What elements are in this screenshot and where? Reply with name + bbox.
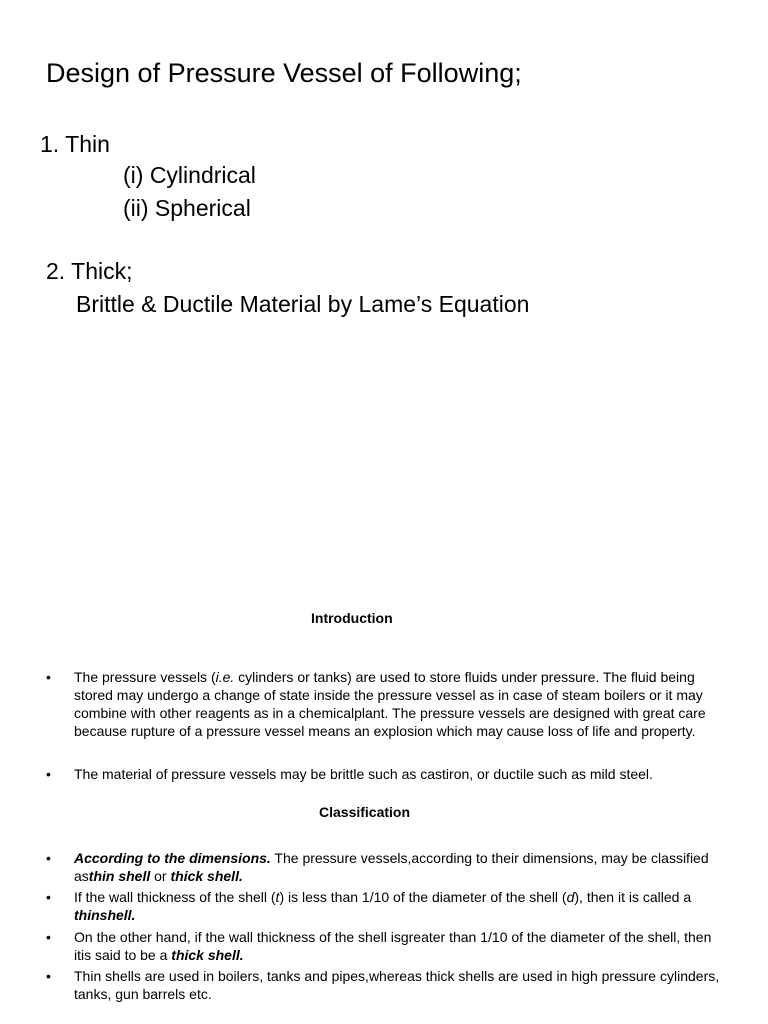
text-run-bold-italic: thick shell.: [171, 947, 244, 963]
text-run: The pressure vessels,according to their dimensions, may be classified as: [74, 850, 709, 884]
bullet-icon: •: [46, 929, 51, 945]
classification-paragraph-1-text: [74, 849, 726, 885]
text-run: ), then it is called a: [574, 889, 692, 905]
classification-paragraph-2: [46, 888, 726, 924]
classification-paragraph-3-text: [74, 928, 726, 964]
outline-subitem-spherical: (ii) Spherical: [123, 195, 251, 221]
outline-subitem-cylindrical: (i) Cylindrical: [123, 162, 256, 188]
intro-paragraph-2-text: The material of pressure vessels may be brittle such as castiron, or ductile such as mild steel.: [74, 766, 653, 782]
intro-paragraph-1-text: [74, 668, 726, 740]
page-title: Design of Pressure Vessel of Following;: [46, 58, 522, 88]
text-run-italic: d: [566, 889, 575, 905]
text-run-italic: i.e.: [215, 669, 235, 685]
bullet-icon: •: [46, 766, 51, 782]
text-run-italic: t: [275, 889, 280, 905]
outline-item-thin: 1. Thin: [40, 131, 110, 157]
bullet-icon: •: [46, 669, 51, 685]
classification-paragraph-2-text: [74, 888, 726, 924]
classification-paragraph-3: [46, 928, 726, 964]
introduction-heading: Introduction: [311, 610, 393, 626]
outline-item-thick: 2. Thick;: [46, 258, 133, 284]
outline-item-thick-description: Brittle & Ductile Material by Lame’s Equation: [76, 291, 530, 317]
bullet-icon: •: [46, 889, 51, 905]
text-run: or: [150, 868, 171, 884]
classification-paragraph-4-text: Thin shells are used in boilers, tanks and pipes,whereas thick shells are used in high pressure cylinders, tanks, gun barrels etc.: [74, 968, 720, 1002]
text-run: If the wall thickness of the shell (: [74, 889, 276, 905]
bullet-icon: •: [46, 968, 51, 984]
text-run-bold-italic: thinshell.: [74, 907, 136, 923]
text-run-bold-italic: thin shell: [88, 868, 151, 884]
text-run: ) is less than 1/10 of the diameter of the shell (: [279, 889, 567, 905]
bullet-icon: •: [46, 850, 51, 866]
text-run: cylinders or tanks) are used to store fluids under pressure. The fluid being stored may undergo a change of state inside the pressure vessel as in case of steam boilers or it may combine with other reagents as in a chemicalplant. The pressure vessels are designed with great care because rupture of a pressure vessel means an explosion which may cause loss of life and property.: [74, 669, 706, 739]
text-run: The pressure vessels (: [74, 669, 216, 685]
intro-paragraph-2: [46, 765, 726, 783]
text-run-bold-italic: thick shell.: [170, 868, 243, 884]
text-run-bold-italic: According to the dimensions.: [74, 850, 271, 866]
text-run: On the other hand, if the wall thickness of the shell isgreater than 1/10 of the diameter of the shell, then itis said to be a: [74, 929, 712, 963]
intro-paragraph-1: [46, 668, 726, 740]
classification-paragraph-4: [46, 967, 726, 1003]
classification-heading: Classification: [319, 804, 411, 820]
classification-paragraph-1: [46, 849, 726, 885]
